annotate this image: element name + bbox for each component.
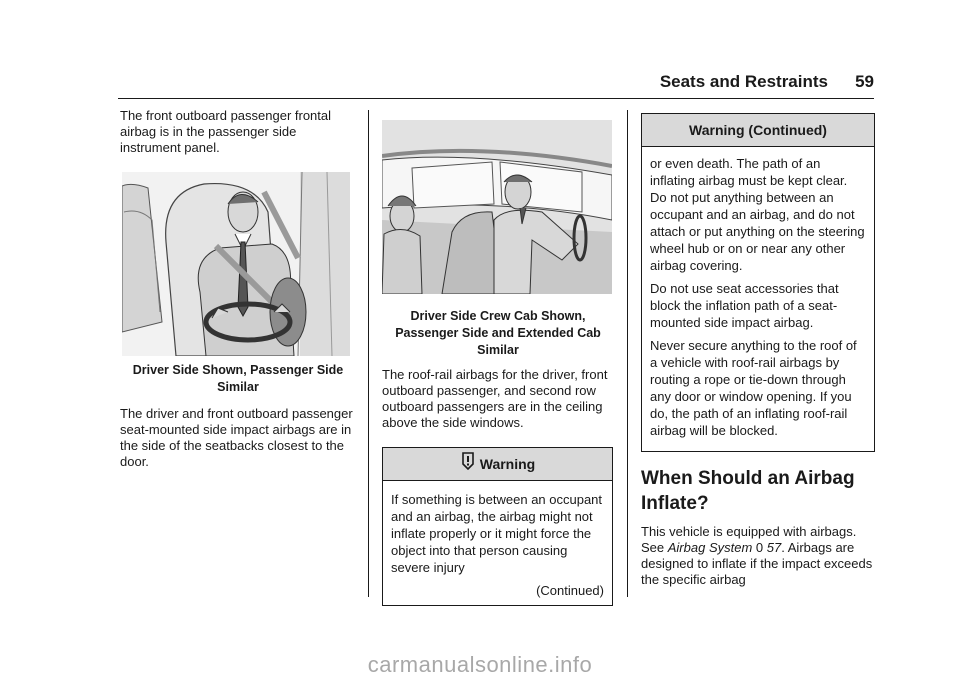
column-1 <box>120 108 356 470</box>
figure-caption-2: Driver Side Crew Cab Shown, Passenger Side and Extended Cab Similar <box>395 309 601 357</box>
warning-body-2 <box>642 147 874 451</box>
seat-airbag-paragraph: The driver and front outboard passenger seat-mounted side impact airbags are in the side of the seatbacks closest to the door. <box>120 406 353 469</box>
section-title: Seats and Restraints <box>659 72 828 91</box>
warning-symbol-icon <box>460 449 476 481</box>
column-divider-1 <box>368 110 369 597</box>
warning-continued-paragraph: or even death. The path of an inflating airbag must be kept clear. Do not put anything between an occupant and an airbag, and do not attach or put anything on the steering wheel hub or on or near any other airbag covering. <box>650 156 865 273</box>
paragraph-start: This vehicle is equipped with airbags. See <box>641 524 857 555</box>
crew-cab-image <box>382 120 612 294</box>
warning-box-1 <box>382 447 613 606</box>
warning-body-1 <box>383 481 612 605</box>
roof-securing-paragraph: Never secure anything to the roof of a vehicle with roof-rail airbags by routing a rope or tie-down through any door or window opening. If you do, the path of an inflating roof-rail airbag will be blocked. <box>650 338 857 438</box>
airbag-system-link[interactable]: Airbag System <box>667 540 753 555</box>
warning-text-1: If something is between an occupant and an airbag, the airbag might not inflate properly or it might force the object into that person causing severe injury <box>391 492 603 575</box>
warning-header-1 <box>383 448 612 481</box>
airbag-inflate-paragraph <box>641 524 875 588</box>
intro-paragraph: The front outboard passenger frontal airbag is in the passenger side instrument panel. <box>120 108 332 155</box>
figure-caption-1: Driver Side Shown, Passenger Side Similar <box>132 363 344 394</box>
continued-label: (Continued) <box>536 583 604 598</box>
paragraph-end: . Airbags are designed to inflate if the impact exceeds the specific airbag <box>641 540 873 587</box>
warning-header-2: Warning (Continued) <box>642 114 874 147</box>
column-2 <box>382 108 614 606</box>
column-3 <box>641 108 875 588</box>
warning-box-2 <box>641 113 875 452</box>
section-heading: When Should an Airbag Inflate? <box>641 468 855 514</box>
watermark: carmanualsonline.info <box>367 652 593 677</box>
page-number: 59 <box>855 72 874 91</box>
header-rule <box>118 98 874 99</box>
roof-rail-paragraph: The roof-rail airbags for the driver, front outboard passenger, and second row outboard passengers are in the ceiling above the side windows. <box>382 367 608 430</box>
page-header <box>118 72 874 98</box>
column-divider-2 <box>627 110 628 597</box>
page-reference-number[interactable]: 57 <box>766 540 782 555</box>
crew-cab-illustration <box>382 120 612 294</box>
driver-airbag-image <box>122 172 350 356</box>
seat-accessories-paragraph: Do not use seat accessories that block the inflation path of a seat-mounted side impact airbag. <box>650 281 839 330</box>
page-reference-icon: 0 <box>755 540 764 555</box>
driver-airbag-illustration <box>122 172 350 356</box>
warning-title-1: Warning <box>479 456 536 472</box>
